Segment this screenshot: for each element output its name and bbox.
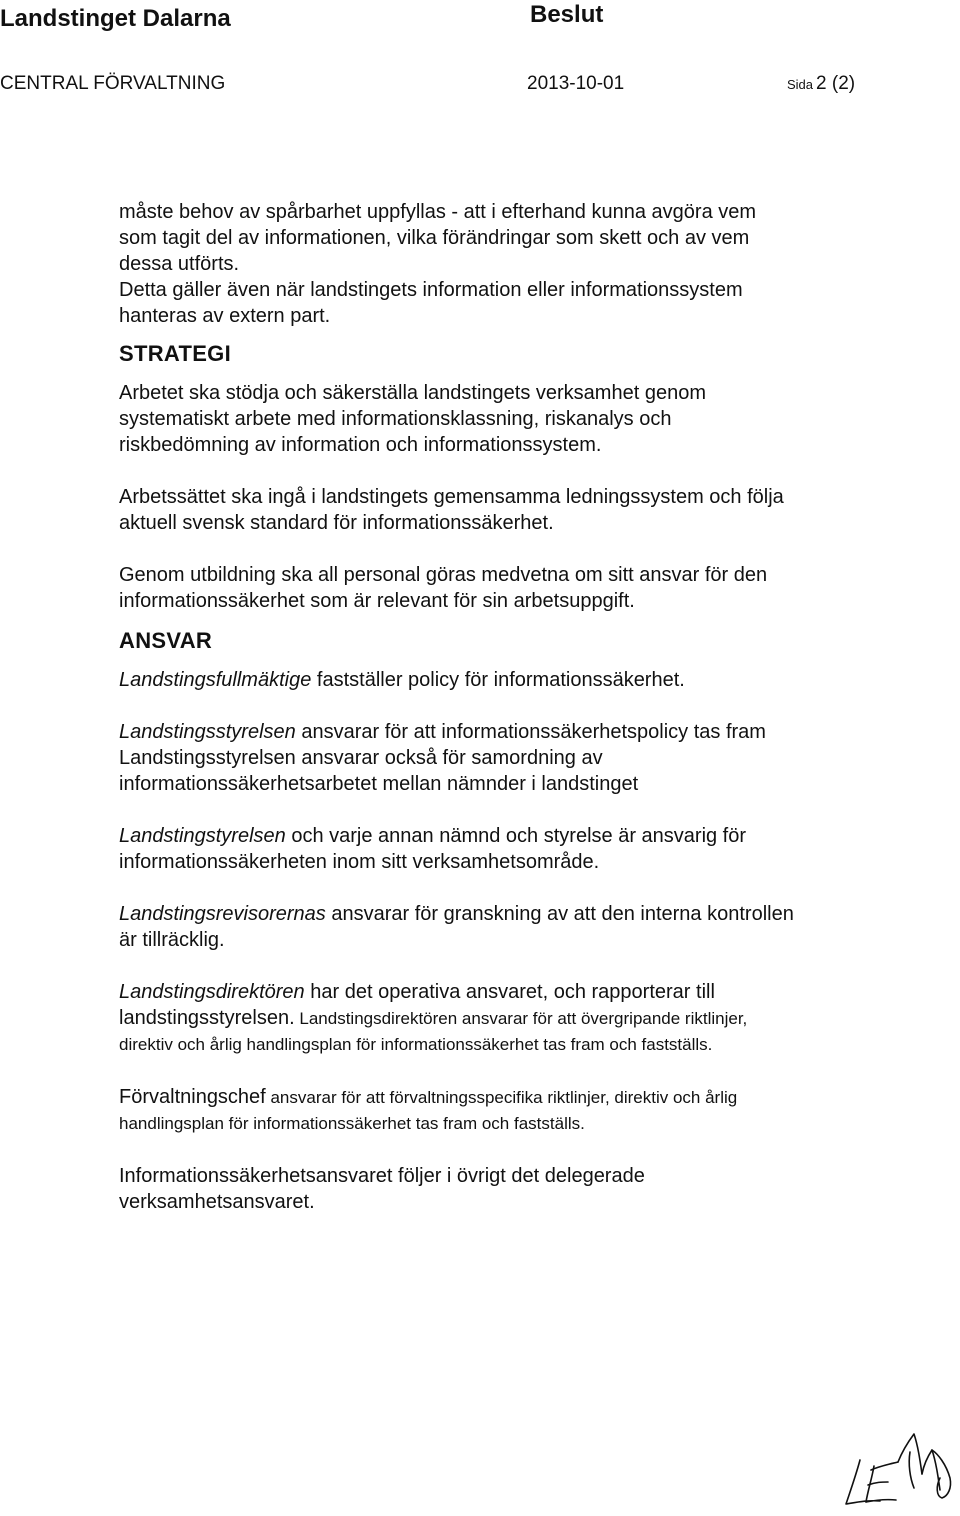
organization-name: Landstinget Dalarna <box>0 5 231 32</box>
ansvar-revisorer <box>119 901 909 953</box>
strategi-paragraph-3 <box>119 562 909 614</box>
text-segment: landstingsstyrelsen. <box>119 1007 295 1029</box>
page-indicator <box>787 73 855 95</box>
ansvar-styrelsen-namnd <box>119 823 909 875</box>
department-name: CENTRAL FÖRVALTNING <box>0 73 226 94</box>
text-line: Genom utbildning ska all personal göras medvetna om sitt ansvar för den <box>119 564 768 586</box>
text-line: Detta gäller även när landstingets information eller informationssystem <box>119 279 743 301</box>
role-title: Förvaltningschef <box>119 1086 266 1108</box>
role-text: och varje annan nämnd och styrelse är ansvarig för <box>285 825 747 847</box>
text-line: informationssäkerheten inom sitt verksamhetsområde. <box>119 851 600 873</box>
handwritten-initials-signature <box>838 1430 956 1510</box>
text-line: Informationssäkerhetsansvaret följer i övrigt det delegerade <box>119 1165 645 1187</box>
ansvar-styrelsen <box>119 719 909 797</box>
intro-paragraph <box>119 199 909 329</box>
text-line <box>119 901 909 927</box>
text-line: direktiv och årlig handlingsplan för informationssäkerhet tas fram och fastställs. <box>119 1035 713 1054</box>
text-line: hanteras av extern part. <box>119 305 331 327</box>
role-name: Landstingsfullmäktige <box>119 669 312 691</box>
ansvar-direktor <box>119 979 909 1058</box>
text-line: verksamhetsansvaret. <box>119 1191 315 1213</box>
strategi-paragraph-2 <box>119 484 909 536</box>
strategi-heading: STRATEGI <box>119 341 231 366</box>
text-line: informationssäkerhet som är relevant för sin arbetsuppgift. <box>119 590 635 612</box>
text-line: Arbetssättet ska ingå i landstingets gemensamma ledningssystem och följa <box>119 486 784 508</box>
document-body <box>119 199 909 1215</box>
role-text: fastställer policy för informationssäkerhet. <box>311 669 685 691</box>
role-name: Landstingsdirektören <box>119 981 305 1003</box>
text-line: dessa utförts. <box>119 253 240 275</box>
text-line: måste behov av spårbarhet uppfyllas - att i efterhand kunna avgöra vem <box>119 201 757 223</box>
text-line: informationssäkerhetsarbetet mellan nämnder i landstinget <box>119 773 639 795</box>
text-line: Arbetet ska stödja och säkerställa landstingets verksamhet genom <box>119 382 706 404</box>
text-segment-small: ansvarar för att förvaltningsspecifika riktlinjer, direktiv och årlig <box>265 1088 738 1107</box>
text-line: riskbedömning av information och informationssystem. <box>119 434 602 456</box>
strategi-paragraph-1 <box>119 380 909 458</box>
role-text: har det operativa ansvaret, och rapporterar till <box>304 981 715 1003</box>
role-name: Landstingsstyrelsen <box>119 721 296 743</box>
ansvar-fullmaktige <box>119 667 909 693</box>
text-line: är tillräcklig. <box>119 929 225 951</box>
page-label: Sida <box>787 77 814 92</box>
text-line <box>119 979 909 1005</box>
ansvar-delegerat <box>119 1163 909 1215</box>
text-line <box>119 823 909 849</box>
role-name: Landstingsrevisorernas <box>119 903 326 925</box>
role-text: ansvarar för att informationssäkerhetspolicy tas fram <box>295 721 766 743</box>
text-line <box>119 1005 909 1032</box>
text-segment-small: Landstingsdirektören ansvarar för att övergripande riktlinjer, <box>294 1009 748 1028</box>
text-line: aktuell svensk standard för informationssäkerhet. <box>119 512 554 534</box>
page-number-value: 2 (2) <box>816 73 856 94</box>
text-line <box>119 719 909 745</box>
role-name: Landstingstyrelsen <box>119 825 286 847</box>
ansvar-heading: ANSVAR <box>119 628 213 653</box>
text-line: som tagit del av informationen, vilka förändringar som skett och av vem <box>119 227 750 249</box>
document-date: 2013-10-01 <box>527 73 625 94</box>
document-type: Beslut <box>530 1 604 28</box>
text-line: handlingsplan för informationssäkerhet tas fram och fastställs. <box>119 1114 585 1133</box>
ansvar-forvaltningschef <box>119 1084 909 1137</box>
text-line <box>119 1084 909 1111</box>
text-line: Landstingsstyrelsen ansvarar också för samordning av <box>119 747 603 769</box>
text-line: systematiskt arbete med informationsklassning, riskanalys och <box>119 408 672 430</box>
role-text: ansvarar för granskning av att den interna kontrollen <box>325 903 794 925</box>
